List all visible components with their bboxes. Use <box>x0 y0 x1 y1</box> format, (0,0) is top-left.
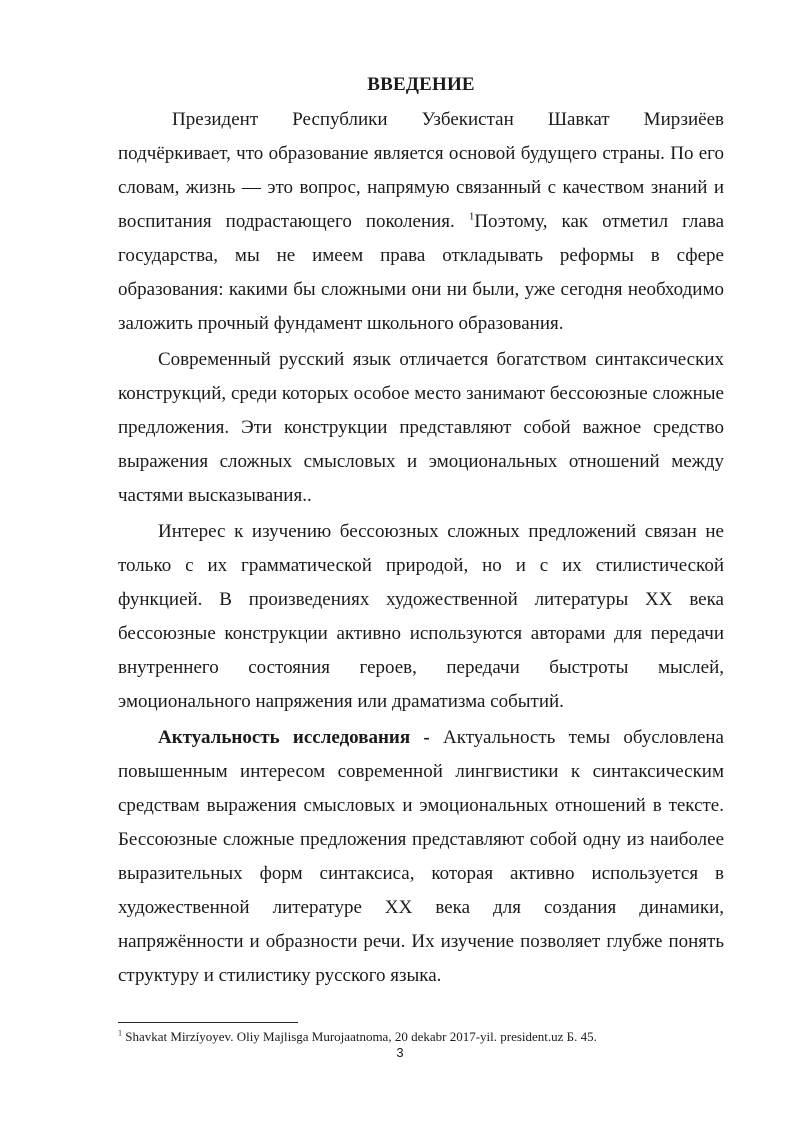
page-number: 3 <box>396 1045 404 1060</box>
footnote <box>118 1028 724 1045</box>
paragraph-3: Интерес к изучению бессоюзных сложных предложений связан не только с их грамматической природой, но и с их стилистической функцией. В произведениях художественной литературы XX века бессоюзные конструкции активно используются авторами для передачи внутреннего состояния героев, передачи быстроты мыслей, эмоционального напряжения или драматизма событий. <box>118 521 724 712</box>
footnote-marker: 1 <box>118 1028 122 1038</box>
document-page <box>118 72 724 995</box>
section-title: ВВЕДЕНИЕ <box>367 74 475 95</box>
paragraph-4-text: Актуальность темы обусловлена повышенным интересом современной лингвистики к синтаксическим средствам выражения смысловых и эмоциональных отношений в тексте. Бессоюзные сложные предложения представляют собой одну из наиболее выразительных форм синтаксиса, которая активно используется в художественной литературе XX века для создания динамики, напряжённости и образности речи. Их изучение позволяет глубже понять структуру и стилистику русского языка. <box>118 727 724 986</box>
paragraph-4 <box>118 721 724 993</box>
footnote-reference[interactable]: 1 <box>468 210 475 223</box>
paragraph-1-text-before: Президент Республики Узбекистан Шавкат Мирзиёев подчёркивает, что образование является основой будущего страны. По его словам, жизнь — это вопрос, напрямую связанный с качеством знаний и воспитания подрастающего поколения. <box>118 109 724 232</box>
paragraph-1 <box>118 103 724 341</box>
paragraph-2: Современный русский язык отличается богатством синтаксических конструкций, среди которых особое место занимают бессоюзные сложные предложения. Эти конструкции представляют собой важное средство выражения сложных смысловых и эмоциональных отношений между частями высказывания.. <box>118 349 724 506</box>
footnote-divider <box>118 1022 298 1023</box>
relevance-heading: Актуальность исследования - <box>158 727 430 748</box>
footnote-text: Shavkat Mirzíyoyev. Oliy Majlisga Murojaatnoma, 20 dekabr 2017-yil. president.uz Б. 45. <box>122 1029 597 1044</box>
paragraph-1-text-after: Поэтому, как отметил глава государства, мы не имеем права откладывать реформы в сфере образования: какими бы сложными они ни были, уже сегодня необходимо заложить прочный фундамент школьного образования. <box>118 211 725 334</box>
